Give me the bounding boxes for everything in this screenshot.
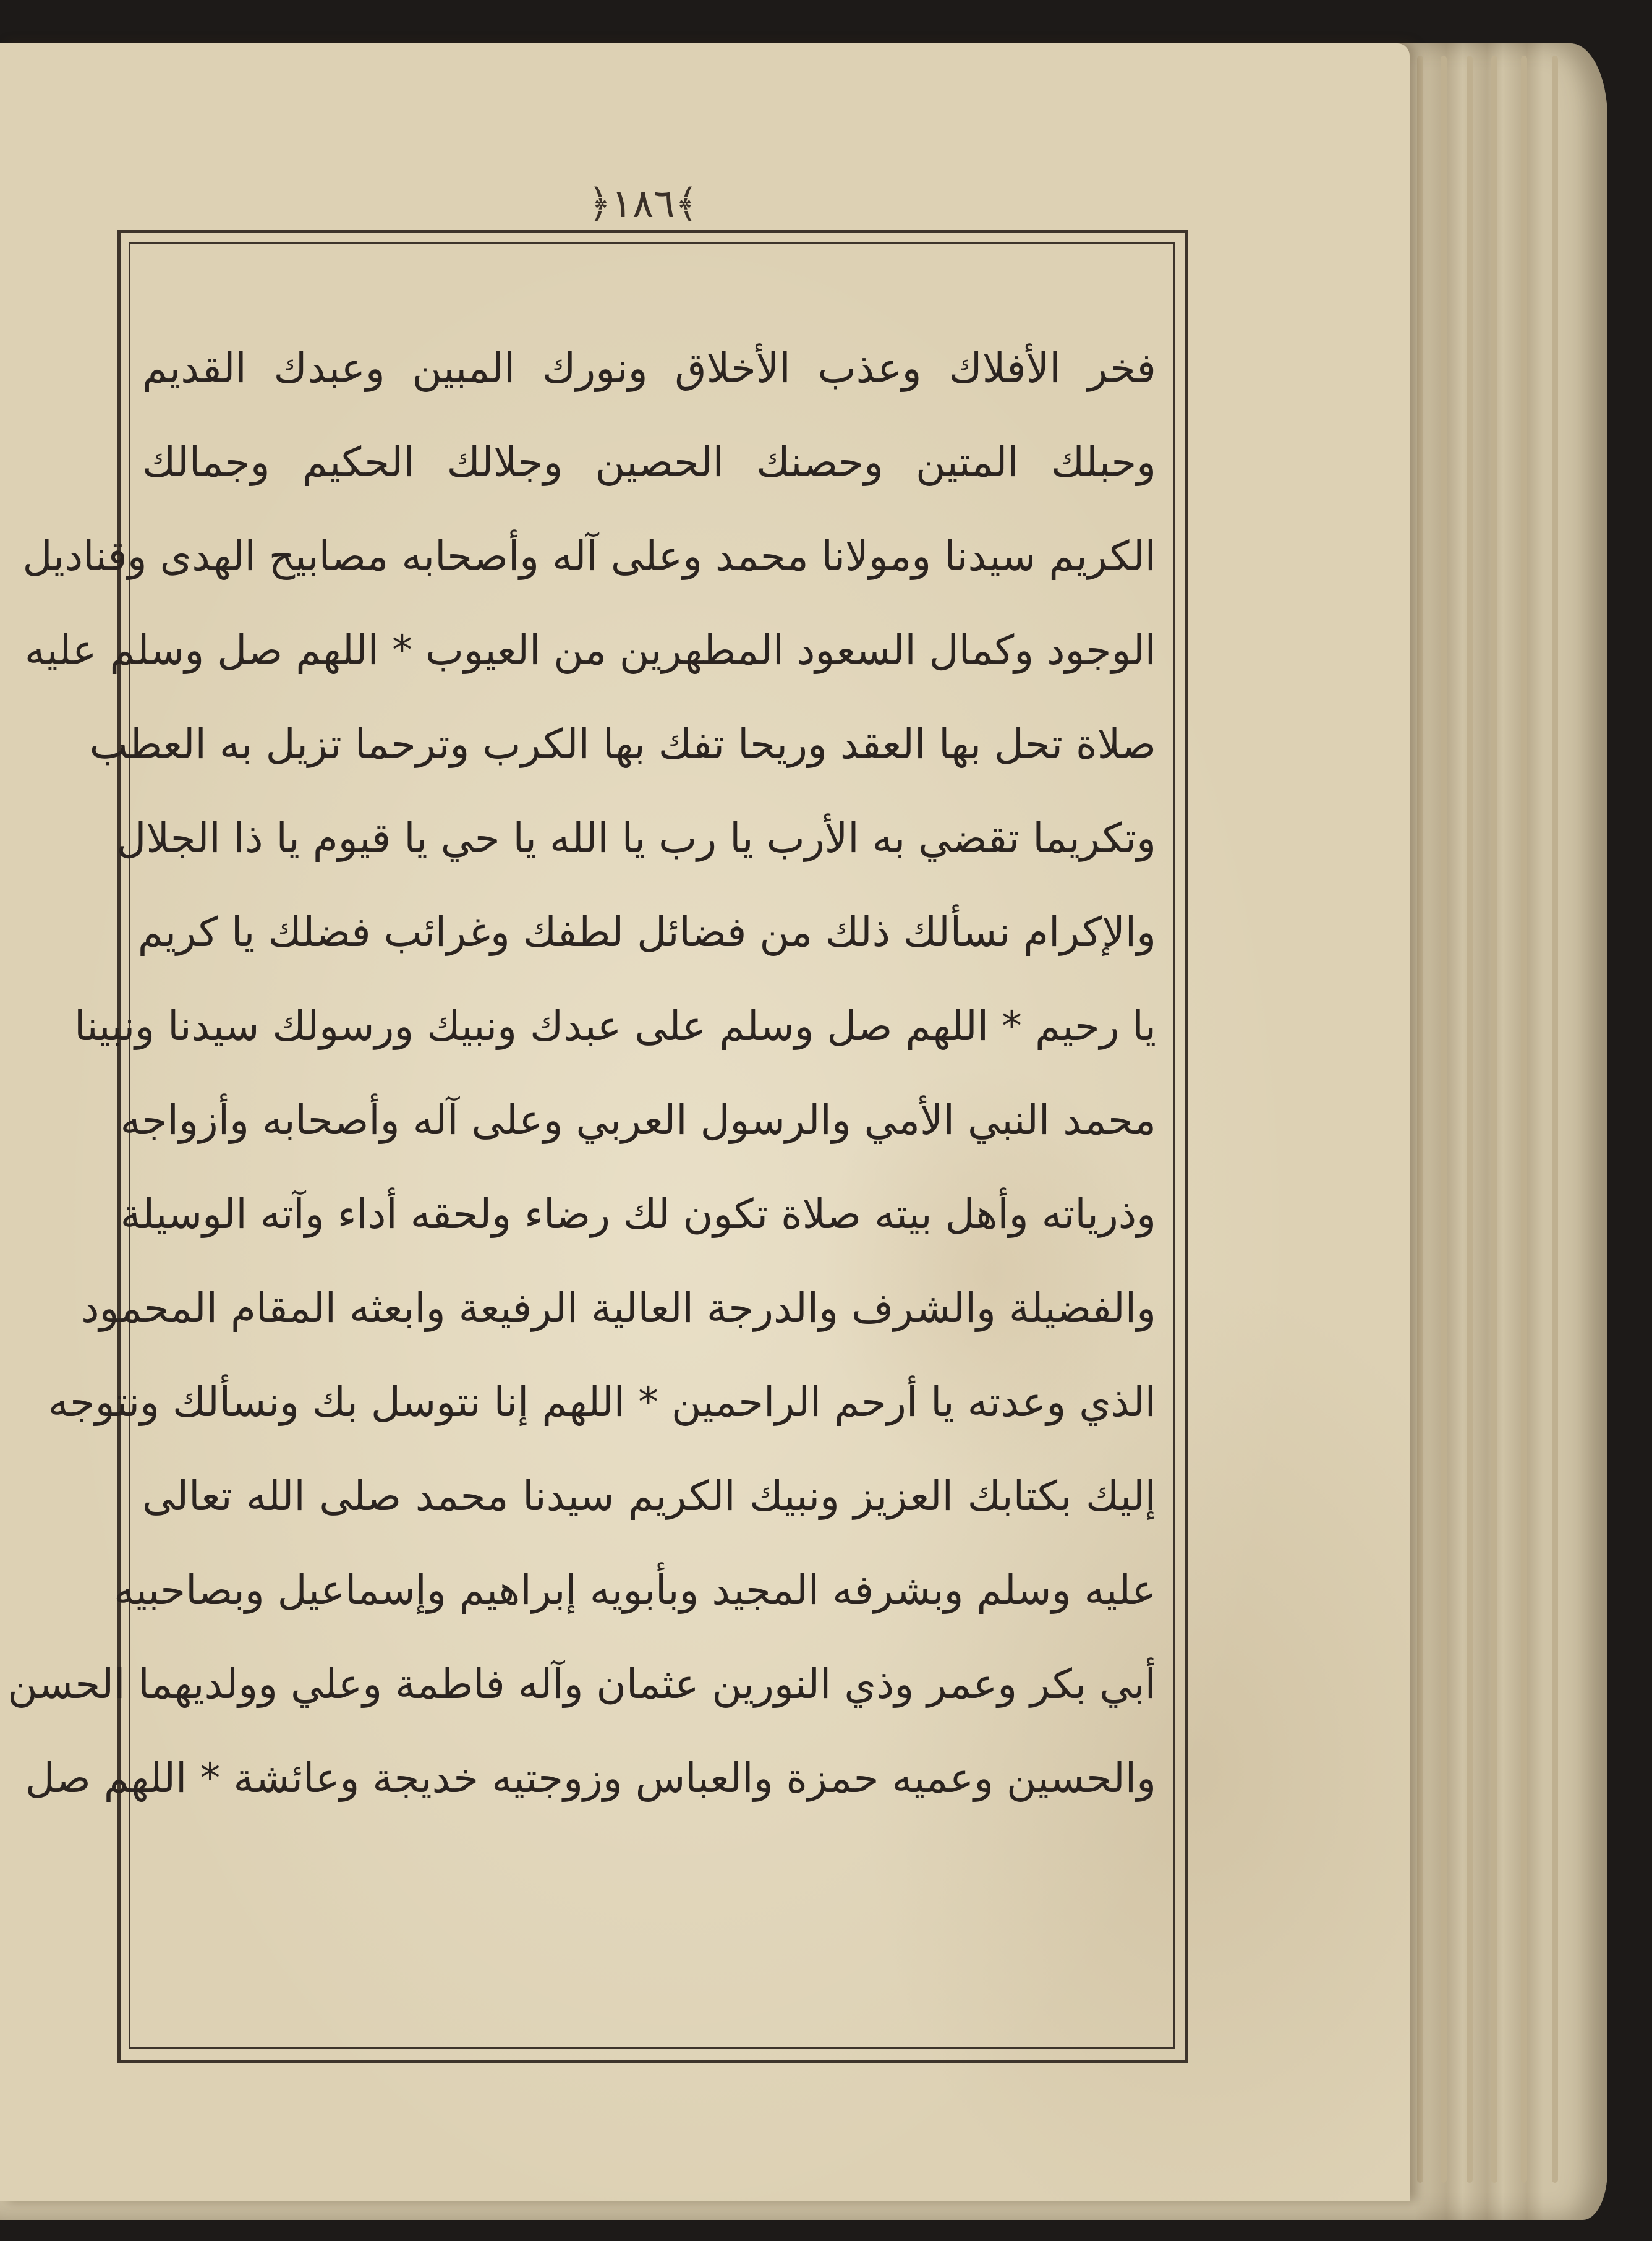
text-line-1: فخر الأفلاك وعذب الأخلاق ونورك المبين وعبدك القديم (142, 344, 1156, 392)
page-edge (1521, 56, 1527, 2183)
text-line-16: والحسين وعميه حمزة والعباس وزوجتيه خديجة وعائشة * اللهم صل (25, 1754, 1156, 1802)
text-line-4: الوجود وكمال السعود المطهرين من العيوب * اللهم صل وسلم عليه (24, 626, 1156, 674)
page-edge (1552, 56, 1558, 2183)
page-edge (1491, 56, 1497, 2183)
page-number: ﴿١٨٦﴾ (587, 181, 699, 227)
text-line-9: محمد النبي الأمي والرسول العربي وعلى آله وأصحابه وأزواجه (120, 1096, 1156, 1144)
text-line-3: الكريم سيدنا ومولانا محمد وعلى آله وأصحابه مصابيح الهدى وقناديل (22, 532, 1156, 580)
text-line-8: يا رحيم * اللهم صل وسلم على عبدك ونبيك ورسولك سيدنا ونبينا (74, 1002, 1156, 1050)
text-line-6: وتكريما تقضي به الأرب يا رب يا الله يا حي يا قيوم يا ذا الجلال (116, 814, 1156, 862)
text-line-15: أبي بكر وعمر وذي النورين عثمان وآله فاطمة وعلي وولديهما الحسن (7, 1660, 1156, 1708)
page-edge (1467, 56, 1473, 2183)
text-line-5: صلاة تحل بها العقد وريحا تفك بها الكرب وترحما تزيل به العطب (89, 720, 1156, 768)
text-line-2: وحبلك المتين وحصنك الحصين وجلالك الحكيم وجمالك (142, 438, 1156, 486)
page-edge (1417, 56, 1423, 2183)
text-line-14: عليه وسلم وبشرفه المجيد وبأبويه إبراهيم وإسماعيل وبصاحبيه (114, 1566, 1156, 1614)
arabic-text-block (7, 322, 1156, 2028)
text-line-13: إليك بكتابك العزيز ونبيك الكريم سيدنا محمد صلى الله تعالى (142, 1472, 1156, 1520)
text-line-10: وذرياته وأهل بيته صلاة تكون لك رضاء ولحقه أداء وآته الوسيلة (120, 1190, 1156, 1238)
page-edge (1441, 56, 1447, 2183)
text-line-7: والإكرام نسألك ذلك من فضائل لطفك وغرائب فضلك يا كريم (137, 908, 1156, 956)
text-line-12: الذي وعدته يا أرحم الراحمين * اللهم إنا نتوسل بك ونسألك ونتوجه (48, 1378, 1156, 1426)
text-line-11: والفضيلة والشرف والدرجة العالية الرفيعة وابعثه المقام المحمود (81, 1284, 1156, 1332)
